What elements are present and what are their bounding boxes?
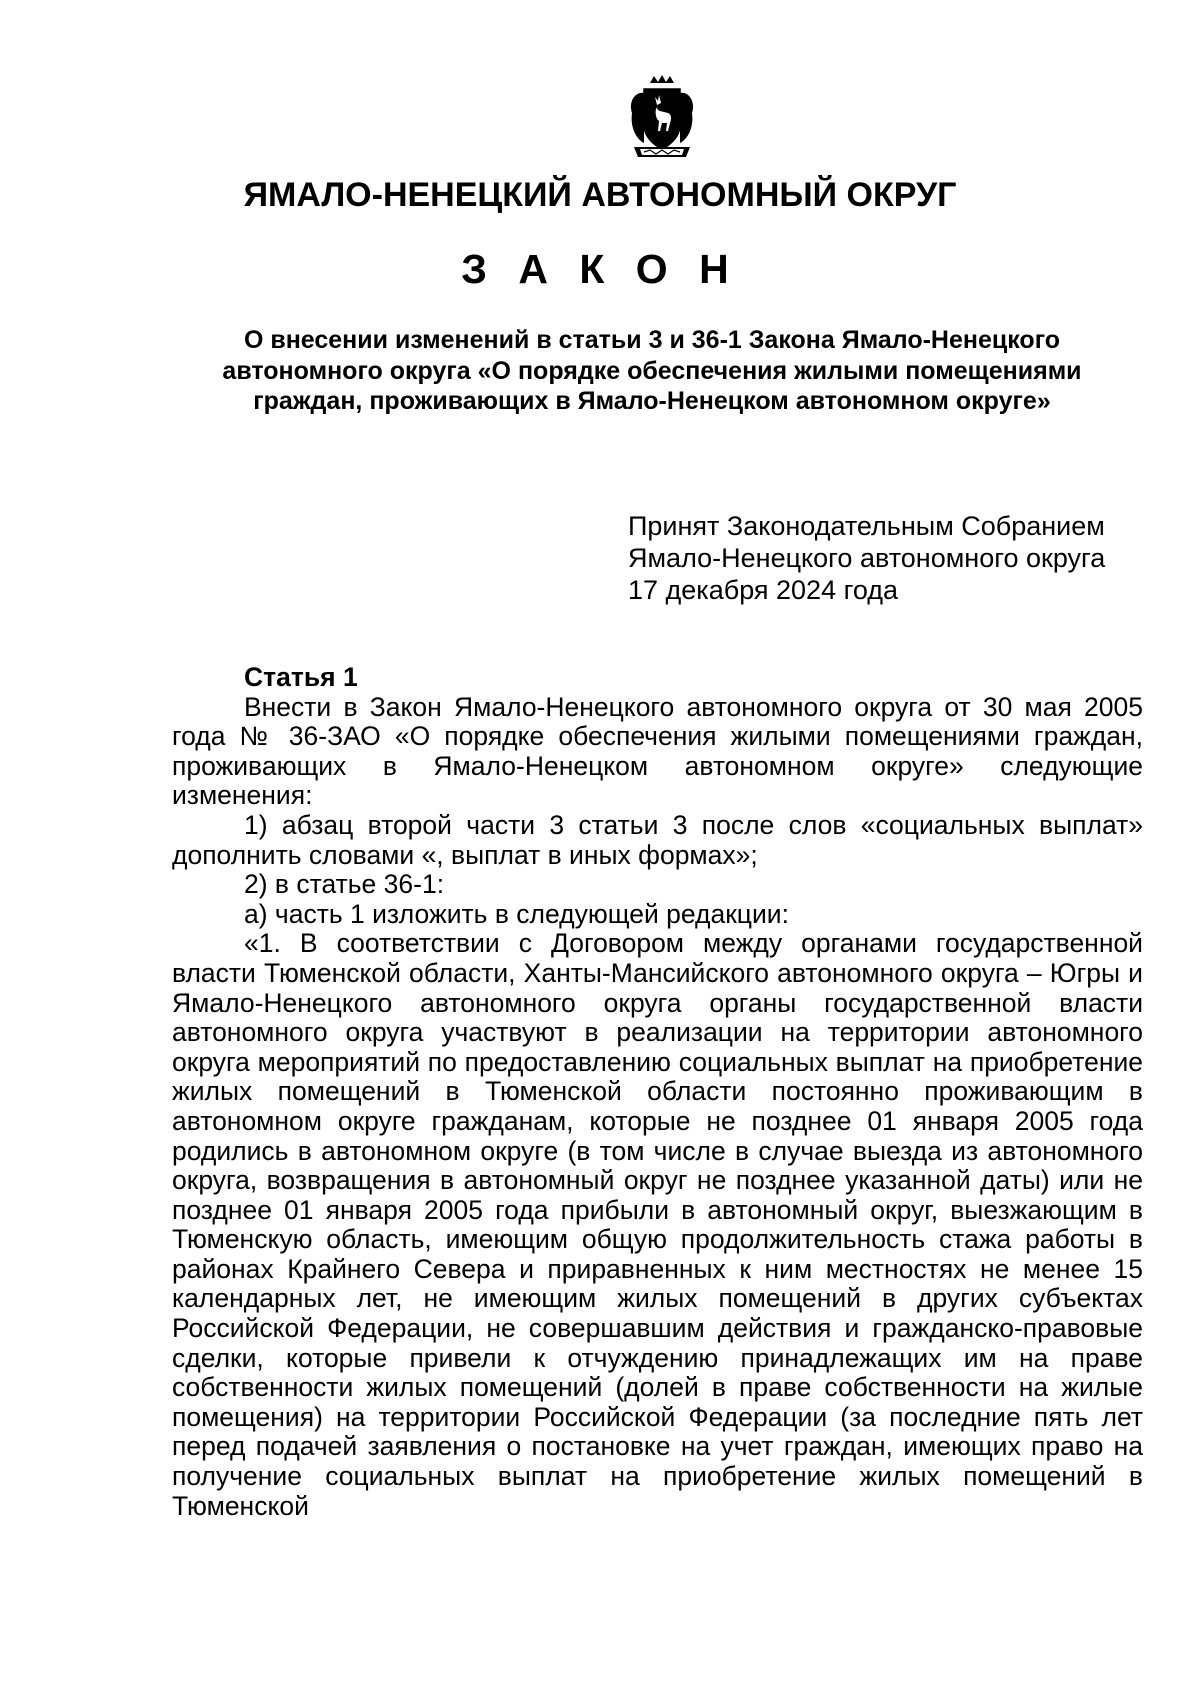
adoption-line-body: Принят Законодательным Собранием bbox=[628, 511, 1105, 541]
adoption-date: 17 декабря 2024 года bbox=[628, 575, 899, 605]
adoption-line-region: Ямало-Ненецкого автономного округа bbox=[628, 543, 1106, 573]
paragraph-item-1: 1) абзац второй части 3 статьи 3 после слов «социальных выплат» дополнить словами «, выплат в иных формах»; bbox=[172, 809, 1143, 870]
paragraph-new-part-1: «1. В соответствии с Договором между органами государственной власти Тюменской области, Ханты-Мансийского автономного округа – Югры и Ямало-Ненецкого автономного округа органы государственной власти автономного округа участвуют в реализации на территории автономного округа мероприятий по предоставлению социальных выплат на приобретение жилых помещений в Тюменской области постоянно проживающим в автономном округе гражданам, которые не позднее 01 января 2005 года родились в автономном округе (в том числе в случае выезда из автономного округа, возвращения в автономный округ не позднее указанной даты) или не позднее 01 января 2005 года прибыли в автономный округ, выезжающим в Тюменскую область, имеющим общую продолжительность стажа работы в районах Крайнего Севера и приравненных к ним местностях не менее 15 календарных лет, не имеющим жилых помещений в других субъектах Российской Федерации, не совершавшим действия и гражданско-правовые сделки, которые привели к отчуждению принадлежащих им на праве собственности жилых помещений (долей в праве собственности на жилые помещения) на территории Российской Федерации (за последние пять лет перед подачей заявления о постановке на учет граждан, имеющих право на получение социальных выплат на приобретение жилых помещений в Тюменской bbox=[172, 928, 1143, 1521]
paragraph-subitem-a: а) часть 1 изложить в следующей редакции: bbox=[244, 898, 789, 929]
article-1 bbox=[172, 663, 1143, 1521]
region-title: ЯМАЛО-НЕНЕЦКИЙ АВТОНОМНЫЙ ОКРУГ bbox=[243, 176, 957, 214]
coat-of-arms-emblem-icon bbox=[622, 73, 702, 161]
document-type-title: З А К О Н bbox=[461, 246, 739, 292]
adoption-block bbox=[628, 510, 1105, 606]
article-heading: Статья 1 bbox=[244, 662, 358, 692]
law-subject-title: О внесении изменений в статьи 3 и 36-1 Закона Ямало-Ненецкого автономного округа «О порядке обеспечения жилыми помещениями граждан, проживающих в Ямало-Ненецком автономном округе» bbox=[222, 326, 1082, 415]
paragraph-item-2: 2) в статье 36-1: bbox=[244, 869, 445, 900]
paragraph-intro: Внести в Закон Ямало-Ненецкого автономного округа от 30 мая 2005 года № 36-ЗАО «О порядке обеспечения жилыми помещениями граждан, проживающих в Ямало-Ненецком автономном округе» следующие изменения: bbox=[172, 691, 1143, 811]
